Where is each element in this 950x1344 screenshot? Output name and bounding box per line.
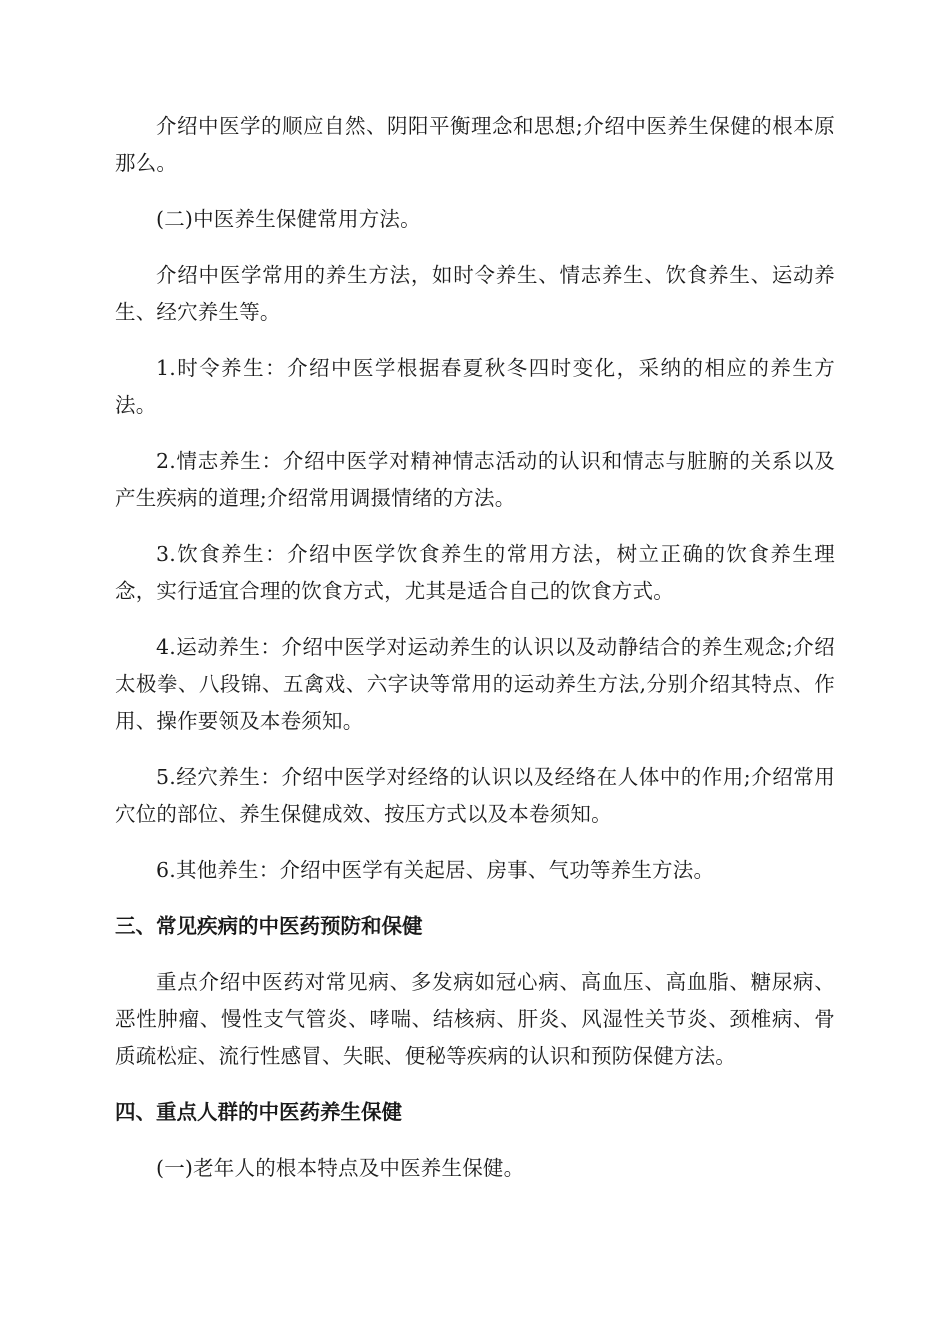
list-item-emotional: 2.情志养生：介绍中医学对精神情志活动的认识和情志与脏腑的关系以及产生疾病的道理;介绍常用调摄情绪的方法。 xyxy=(115,449,835,510)
paragraph-methods-intro: 介绍中医学常用的养生方法，如时令养生、情志养生、饮食养生、运动养生、经穴养生等。 xyxy=(115,263,835,324)
subheading-common-methods: (二)中医养生保健常用方法。 xyxy=(156,207,421,231)
list-item-exercise: 4.运动养生：介绍中医学对运动养生的认识以及动静结合的养生观念;介绍太极拳、八段锦、五禽戏、六字诀等常用的运动养生方法,分别介绍其特点、作用、操作要领及本卷须知。 xyxy=(115,635,835,733)
section-heading-common-diseases: 三、常见疾病的中医药预防和保健 xyxy=(115,914,423,938)
document-body xyxy=(115,108,835,1206)
list-item-diet: 3.饮食养生：介绍中医学饮食养生的常用方法，树立正确的饮食养生理念，实行适宜合理的饮食方式，尤其是适合自己的饮食方式。 xyxy=(115,542,835,603)
paragraph-principles: 介绍中医学的顺应自然、阴阳平衡理念和思想;介绍中医养生保健的根本原那么。 xyxy=(115,114,835,175)
subheading-elderly: (一)老年人的根本特点及中医养生保健。 xyxy=(156,1156,525,1180)
paragraph-diseases: 重点介绍中医药对常见病、多发病如冠心病、高血压、高血脂、糖尿病、恶性肿瘤、慢性支气管炎、哮喘、结核病、肝炎、风湿性关节炎、颈椎病、骨质疏松症、流行性感冒、失眠、便秘等疾病的认识和预防保健方法。 xyxy=(115,970,835,1068)
list-item-other: 6.其他养生：介绍中医学有关起居、房事、气功等养生方法。 xyxy=(156,858,715,882)
section-heading-key-groups: 四、重点人群的中医药养生保健 xyxy=(115,1100,402,1124)
list-item-seasonal: 1.时令养生：介绍中医学根据春夏秋冬四时变化，采纳的相应的养生方法。 xyxy=(115,356,835,417)
list-item-acupoint: 5.经穴养生：介绍中医学对经络的认识以及经络在人体中的作用;介绍常用穴位的部位、养生保健成效、按压方式以及本卷须知。 xyxy=(115,765,835,826)
